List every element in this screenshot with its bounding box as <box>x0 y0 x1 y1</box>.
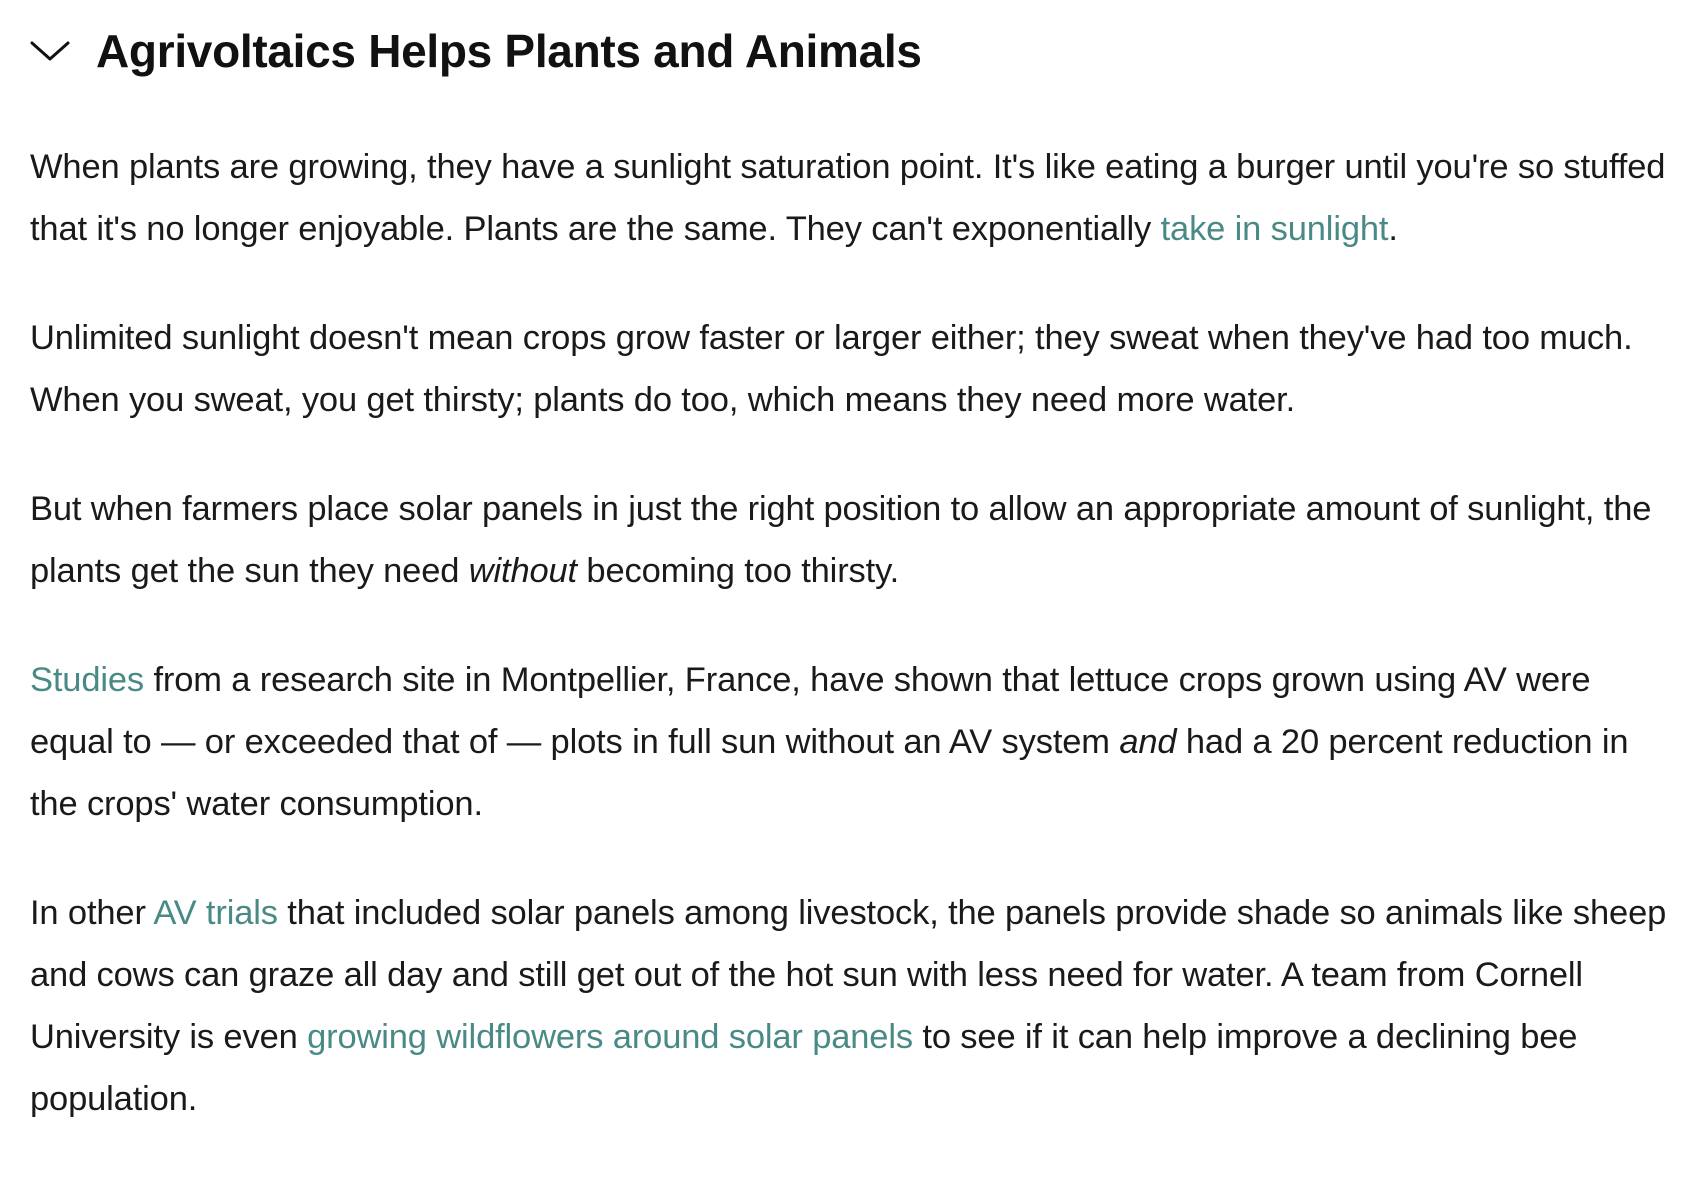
paragraph-1 <box>30 136 1680 260</box>
paragraph-text: from a research site in Montpellier, France, have shown that lettuce crops grown using AV were equal to — or exceeded that of — plots in full sun without an AV system <box>30 661 1591 761</box>
paragraph-text: When plants are growing, they have a sunlight saturation point. It's like eating a burger until you're so stuffed that it's no longer enjoyable. Plants are the same. They can't exponentially <box>30 148 1666 248</box>
section-title: Agrivoltaics Helps Plants and Animals <box>96 25 922 77</box>
emphasis-and: and <box>1119 723 1177 761</box>
paragraph-text: In other <box>30 894 154 932</box>
paragraph-4 <box>30 649 1680 835</box>
section-body <box>30 136 1680 1130</box>
paragraph-5 <box>30 882 1680 1130</box>
paragraph-text: But when farmers place solar panels in just the right position to allow an appropriate amount of sunlight, the plants get the sun they need <box>30 490 1652 590</box>
link-growing-wildflowers[interactable]: growing wildflowers around solar panels <box>307 1018 913 1056</box>
link-studies[interactable]: Studies <box>30 661 145 699</box>
paragraph-text: had a 20 percent reduction in the crops' water consumption. <box>30 723 1629 823</box>
paragraph-text: that included solar panels among livestock, the panels provide shade so animals like sheep and cows can graze all day and still get out of the hot sun with less need for water. A team from Cornell University is even <box>30 894 1667 1056</box>
paragraph-2 <box>30 307 1680 431</box>
paragraph-text: Unlimited sunlight doesn't mean crops grow faster or larger either; they sweat when they've had too much. When you sweat, you get thirsty; plants do too, which means they need more water. <box>30 319 1633 419</box>
paragraph-3 <box>30 478 1680 602</box>
section-header-toggle[interactable] <box>30 18 1680 84</box>
paragraph-text: to see if it can help improve a declining bee population. <box>30 1018 1578 1118</box>
emphasis-without: without <box>468 552 577 590</box>
chevron-down-icon[interactable] <box>30 37 70 65</box>
link-av-trials[interactable]: AV trials <box>153 894 278 932</box>
collapsible-section <box>30 18 1680 1177</box>
link-take-in-sunlight[interactable]: take in sunlight <box>1160 210 1389 248</box>
paragraph-text: becoming too thirsty. <box>577 552 900 590</box>
paragraph-text: . <box>1388 210 1398 248</box>
